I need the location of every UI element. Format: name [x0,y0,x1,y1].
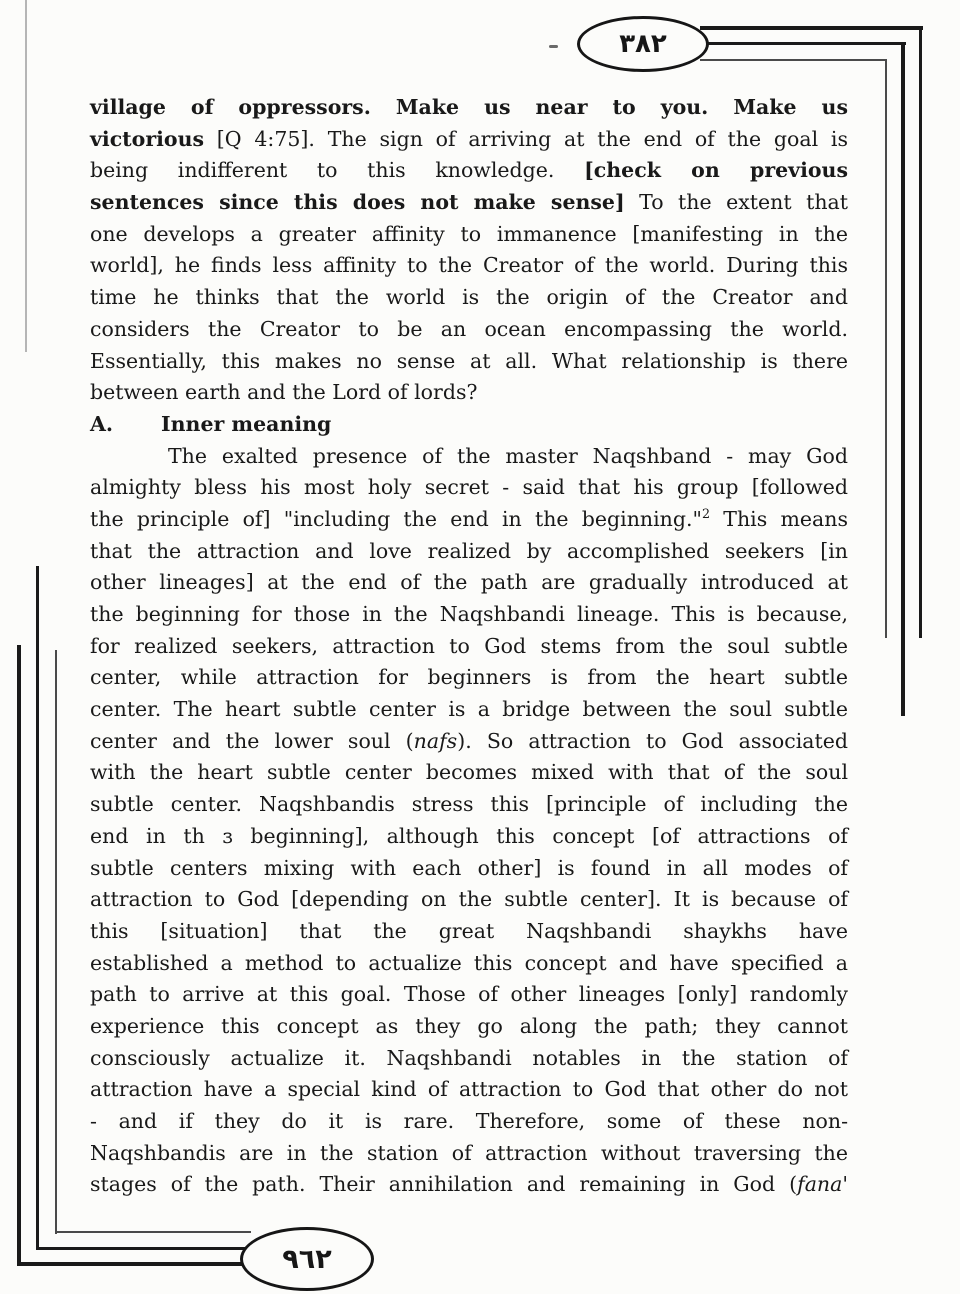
text-line: the principle of] "including the end in the beginning."$^2$ This means [90,506,848,531]
text-line: The exalted presence of the master Naqshband - may God [168,443,848,468]
frame-line-bottom-outer-h [17,1262,260,1266]
text-line: center, while attraction for beginners is from the heart subtle [90,665,848,690]
frame-line-left-inner-v [55,650,57,1234]
text-line: path to arrive at this goal. Those of other lineages [only] randomly [90,982,848,1007]
page-number-bottom: ٩٦٢ [282,1243,332,1275]
text-line: time he thinks that the world is the origin of the Creator and [90,285,848,310]
text-line: attraction to God [depending on the subtle center]. It is because of [90,887,848,912]
frame-line-top-inner-h [700,59,887,61]
frame-line-right-outer-v [919,26,922,638]
frame-line-right-middle-v [901,42,905,716]
text-line: Essentially, this makes no sense at all. What relationship is there [90,348,848,373]
text-line: sentences since this does not make sense] To the extent that [90,190,848,215]
text-line: with the heart subtle center becomes mixed with that of the soul [90,760,848,785]
text-line: between earth and the Lord of lords? [90,380,478,405]
page-number-top: ٣٨٢ [619,29,667,59]
text-line: - and if they do it is rare. Therefore, some of these non- [90,1109,848,1133]
frame-line-top-outer-h [700,26,923,30]
page-number-badge-bottom [240,1227,374,1291]
text-line: consciously actualize it. Naqshbandi notables in the station of [90,1045,848,1070]
text-line: victorious [Q 4:75]. The sign of arriving at the end of the goal is [90,126,848,151]
text-line: other lineages] at the end of the path are gradually introduced at [90,570,848,595]
text-line: subtle centers mixing with each other] is found in all modes of [90,855,848,880]
text-line: established a method to actualize this concept and have specified a [90,950,848,975]
text-line: attraction have a special kind of attraction to God that other do not [90,1077,848,1102]
scan-crease-line [25,0,27,352]
frame-line-bottom-inner-h [55,1231,251,1233]
text-line: the beginning for those in the Naqshbandi lineage. This is because, [90,602,848,626]
text-line: center. The heart subtle center is a bridge between the soul subtle [90,697,848,722]
page-number-badge-top [577,16,709,72]
text-line: almighty bless his most holy secret - said that his group [followed [90,475,848,500]
frame-line-bottom-middle-h [36,1247,254,1250]
frame-line-left-middle-v [36,566,39,1250]
frame-line-right-inner-v [885,59,887,638]
text-line: center and the lower soul (nafs). So attraction to God associated [90,728,848,753]
section-heading: A. Inner meaning [90,411,332,436]
text-line: world], he finds less affinity to the Creator of the world. During this [90,253,848,278]
text-line: one develops a greater affinity to immanence [manifesting in the [90,221,848,246]
text-line: experience this concept as they go along the path; they cannot [90,1013,848,1038]
frame-line-left-outer-v [17,645,21,1266]
text-line: Naqshbandis are in the station of attraction without traversing the [90,1140,848,1165]
text-line: end in th ɜ beginning], although this concept [of attractions of [90,823,848,848]
text-line: stages of the path. Their annihilation and remaining in God (fana' [90,1172,848,1197]
text-block [90,92,848,1201]
scan-artifact [549,45,558,48]
frame-line-top-middle-h [700,42,906,45]
text-line: for realized seekers, attraction to God stems from the soul subtle [90,633,848,658]
text-line: village of oppressors. Make us near to you. Make us [90,95,848,119]
text-line: this [situation] that the great Naqshbandi shaykhs have [90,918,848,943]
text-line: considers the Creator to be an ocean encompassing the world. [90,316,848,341]
text-line: subtle center. Naqshbandis stress this [principle of including the [90,792,848,817]
text-line: that the attraction and love realized by accomplished seekers [in [90,538,848,563]
text-line: being indifferent to this knowledge. [check on previous [90,158,848,183]
